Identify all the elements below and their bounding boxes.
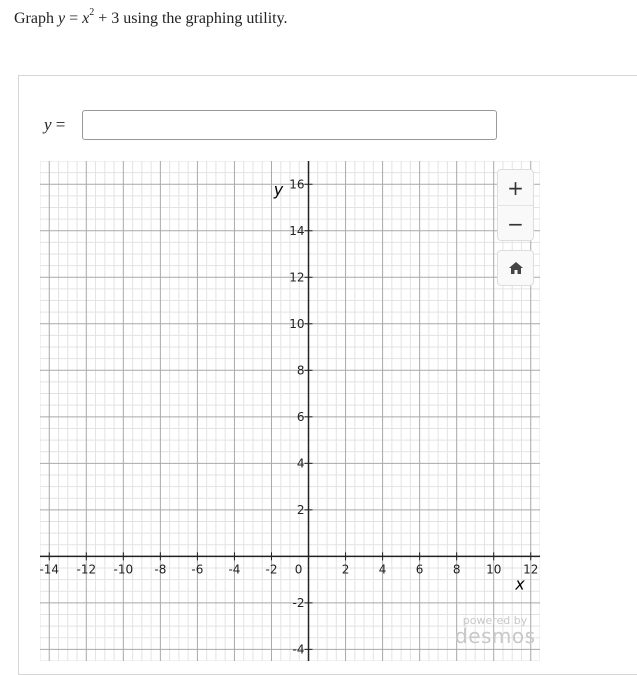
question-var-x: x xyxy=(82,10,90,27)
y-tick-label: 16 xyxy=(289,177,305,192)
x-tick-label: 10 xyxy=(486,562,502,577)
x-tick-label: 12 xyxy=(523,562,539,577)
equation-label-equals: = xyxy=(55,115,66,134)
home-icon xyxy=(508,261,524,275)
y-tick-label: -2 xyxy=(292,595,305,610)
x-tick-label: 2 xyxy=(341,562,350,577)
y-tick-label: 4 xyxy=(296,456,305,471)
equation-label xyxy=(44,115,65,135)
x-tick-label: -10 xyxy=(113,562,134,577)
question-exponent: 2 xyxy=(89,7,95,18)
y-axis-label: y xyxy=(273,180,284,199)
question-prefix: Graph xyxy=(14,10,54,27)
equation-input[interactable] xyxy=(82,110,497,140)
zoom-in-button[interactable]: + xyxy=(498,170,533,206)
question-text xyxy=(14,7,288,28)
graph-area[interactable] xyxy=(40,161,540,661)
graph-canvas[interactable] xyxy=(40,161,540,661)
x-tick-label: 6 xyxy=(415,562,424,577)
reset-view-button[interactable] xyxy=(497,250,534,286)
y-tick-label: 12 xyxy=(289,270,305,285)
question-suffix: using the graphing utility. xyxy=(123,10,288,27)
desmos-logo: desmos xyxy=(455,624,536,648)
equation-label-var: y xyxy=(44,115,52,134)
x-tick-label: -6 xyxy=(191,562,204,577)
x-tick-label: 8 xyxy=(452,562,461,577)
x-tick-label: -8 xyxy=(154,562,167,577)
x-tick-label: -2 xyxy=(265,562,278,577)
y-tick-label: 14 xyxy=(289,223,305,238)
question-equals: = xyxy=(69,10,79,27)
y-tick-label: 8 xyxy=(296,363,305,378)
x-tick-label: 0 xyxy=(294,562,303,577)
x-tick-label: -14 xyxy=(40,562,60,577)
powered-by-text: powered by xyxy=(462,614,528,627)
question-var-y: y xyxy=(57,10,66,27)
question-constant: + 3 xyxy=(98,10,120,27)
x-axis-label: x xyxy=(515,574,525,594)
x-tick-label: -4 xyxy=(228,562,241,577)
desmos-branding xyxy=(455,615,535,646)
y-tick-label: 10 xyxy=(289,316,305,331)
y-tick-label: 2 xyxy=(296,502,305,517)
zoom-controls xyxy=(497,169,534,241)
zoom-out-button[interactable]: − xyxy=(507,211,524,236)
x-tick-label: -12 xyxy=(76,562,97,577)
y-tick-label: -4 xyxy=(292,642,305,657)
x-tick-label: 4 xyxy=(378,562,387,577)
y-tick-label: 6 xyxy=(296,409,305,424)
